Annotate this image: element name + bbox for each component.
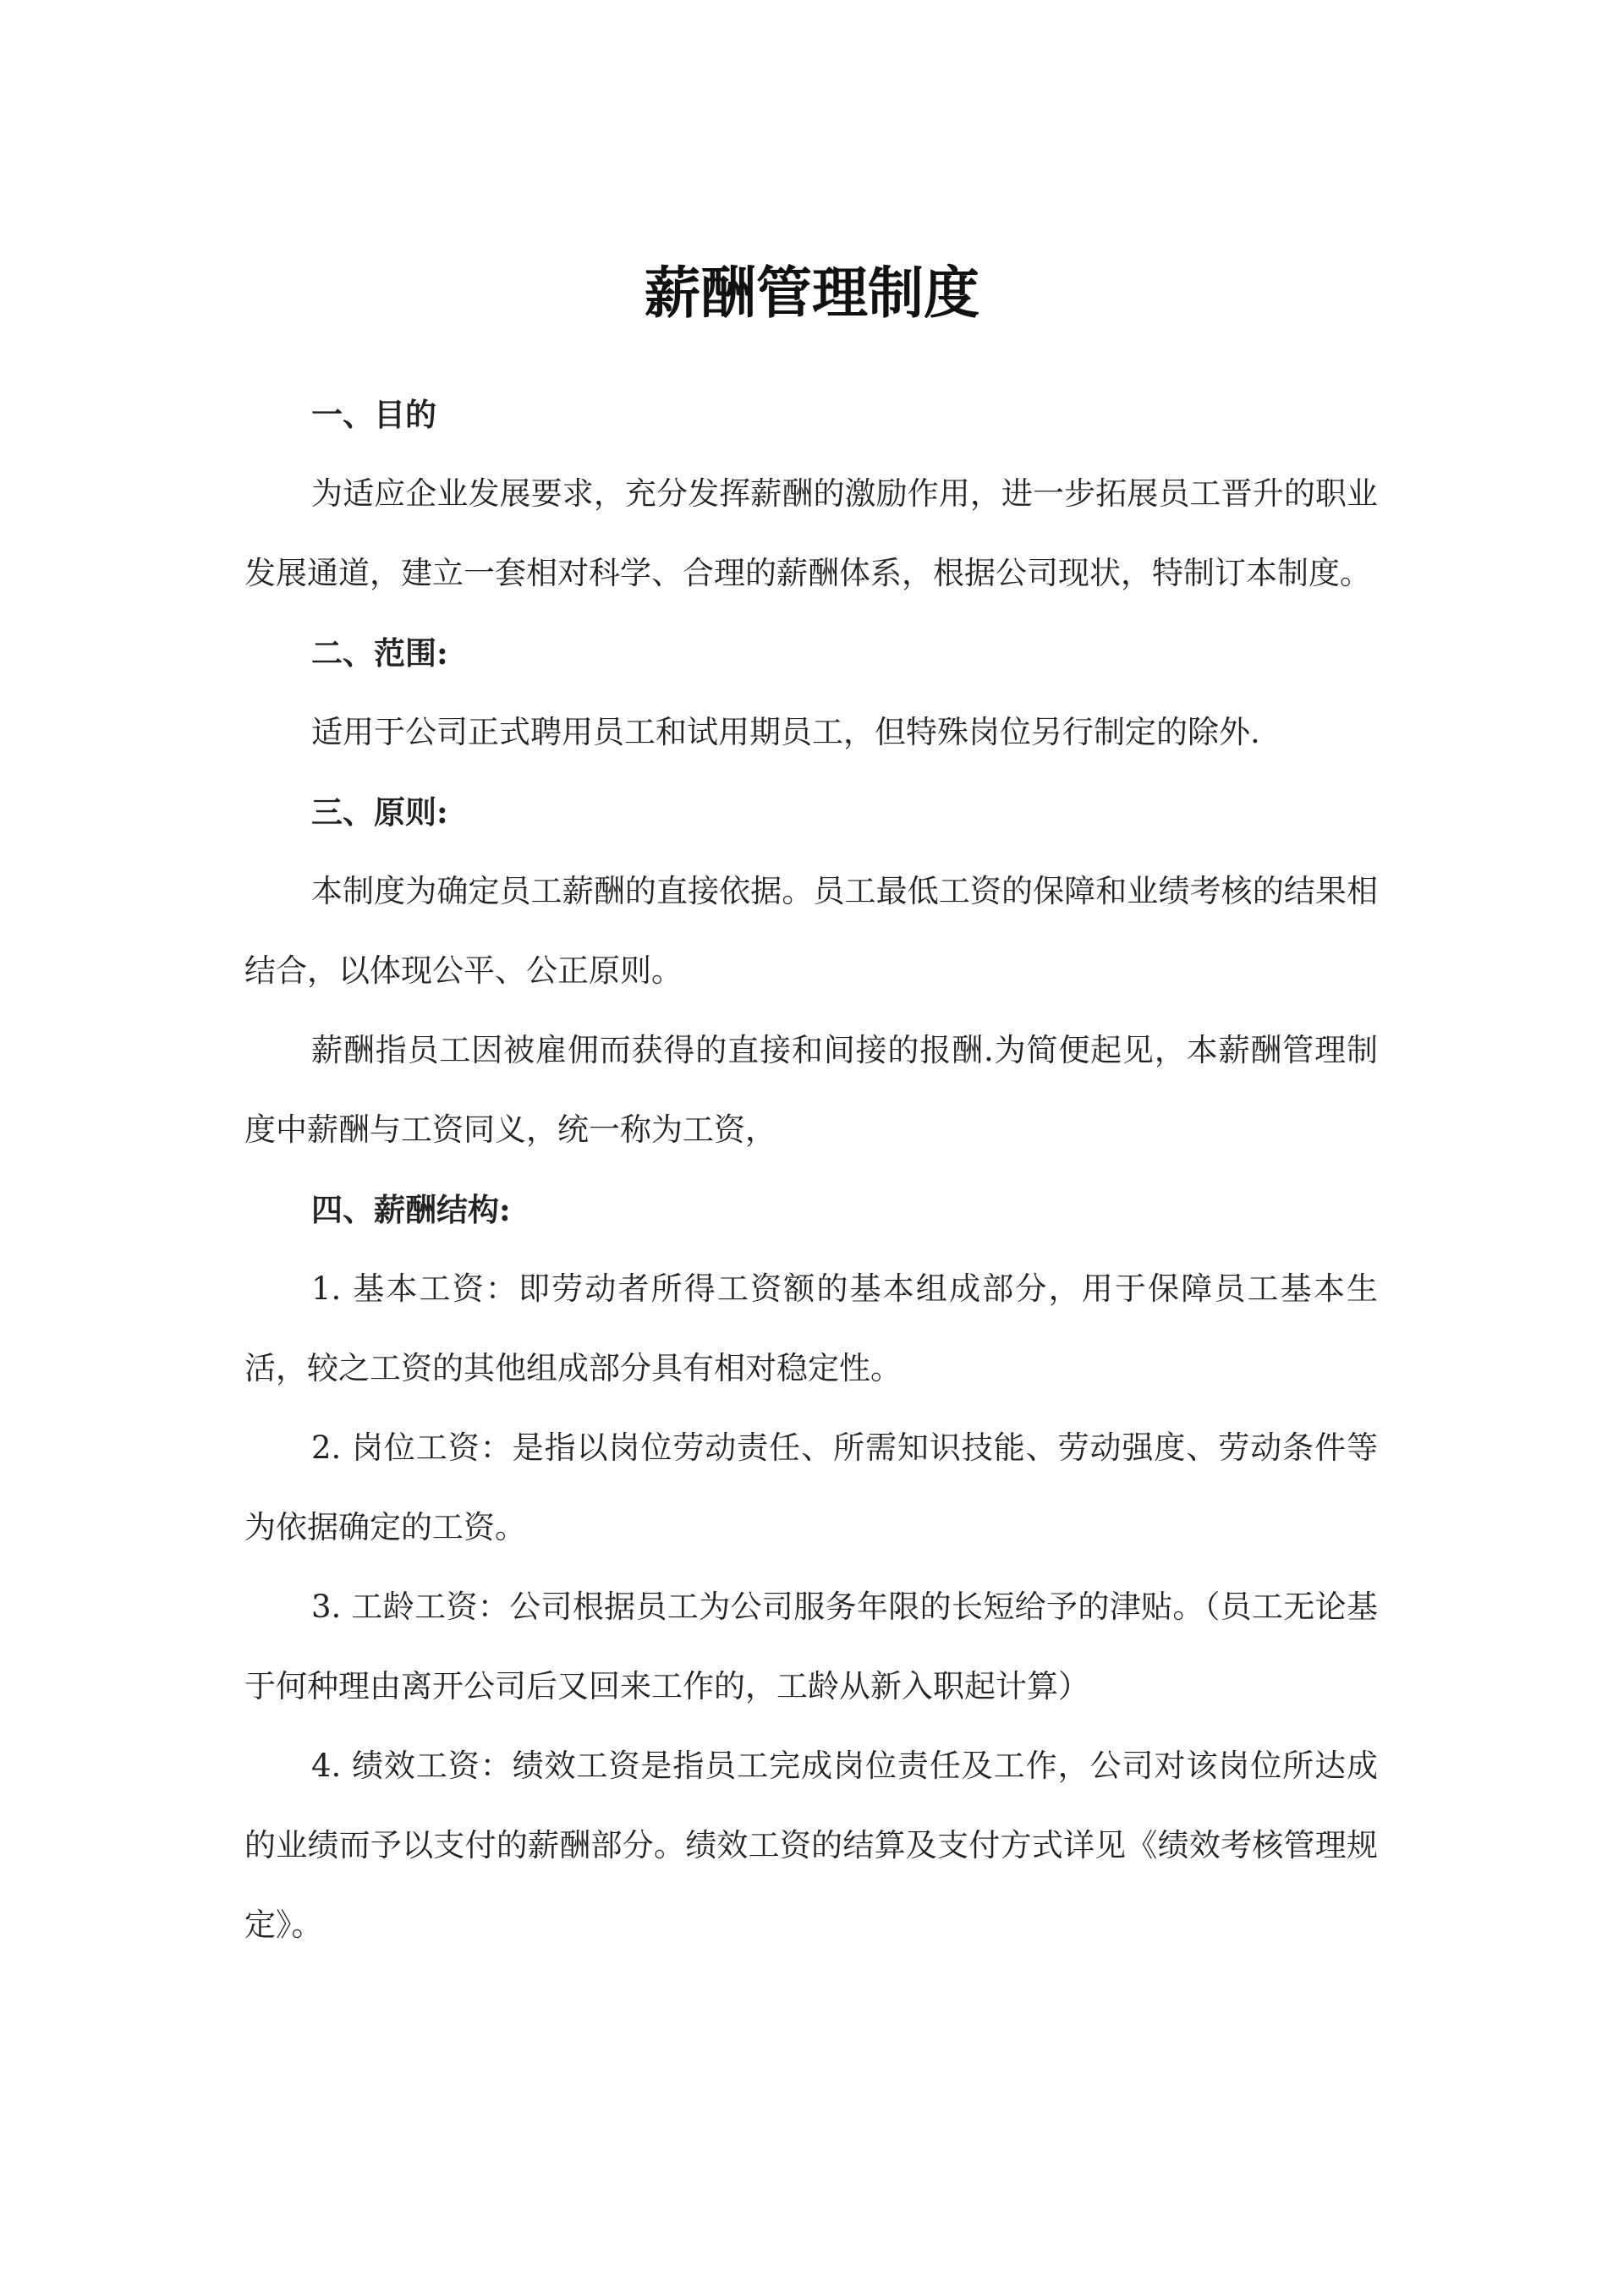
document-body xyxy=(244,375,1378,1965)
paragraph: 本制度为确定员工薪酬的直接依据。员工最低工资的保障和业绩考核的结果相结合，以体现公平、公正原则。 xyxy=(244,873,1378,989)
section-heading-structure: 四、薪酬结构: xyxy=(311,1191,511,1228)
section-heading-purpose: 一、目的 xyxy=(311,396,436,433)
list-item-position-salary: 2. 岗位工资：是指以岗位劳动责任、所需知识技能、劳动强度、劳动条件等为依据确定的工资。 xyxy=(244,1430,1378,1545)
document-title: 薪酬管理制度 xyxy=(645,260,979,326)
section-heading-principles: 三、原则: xyxy=(311,793,448,831)
list-item-seniority-salary: 3. 工龄工资：公司根据员工为公司服务年限的长短给予的津贴。（员工无论基于何种理由离开公司后又回来工作的，工龄从新入职起计算） xyxy=(244,1589,1378,1704)
paragraph: 薪酬指员工因被雇佣而获得的直接和间接的报酬.为简便起见，本薪酬管理制度中薪酬与工资同义，统一称为工资， xyxy=(244,1032,1378,1148)
list-item-performance-salary: 4. 绩效工资：绩效工资是指员工完成岗位责任及工作，公司对该岗位所达成的业绩而予以支付的薪酬部分。绩效工资的结算及支付方式详见《绩效考核管理规定》。 xyxy=(244,1748,1378,1943)
paragraph: 为适应企业发展要求，充分发挥薪酬的激励作用，进一步拓展员工晋升的职业发展通道，建立一套相对科学、合理的薪酬体系，根据公司现状，特制订本制度。 xyxy=(244,475,1378,591)
section-heading-scope: 二、范围: xyxy=(311,634,448,672)
list-item-basic-salary: 1. 基本工资：即劳动者所得工资额的基本组成部分，用于保障员工基本生活，较之工资的其他组成部分具有相对稳定性。 xyxy=(244,1270,1378,1386)
paragraph: 适用于公司正式聘用员工和试用期员工，但特殊岗位另行制定的除外. xyxy=(311,714,1260,750)
